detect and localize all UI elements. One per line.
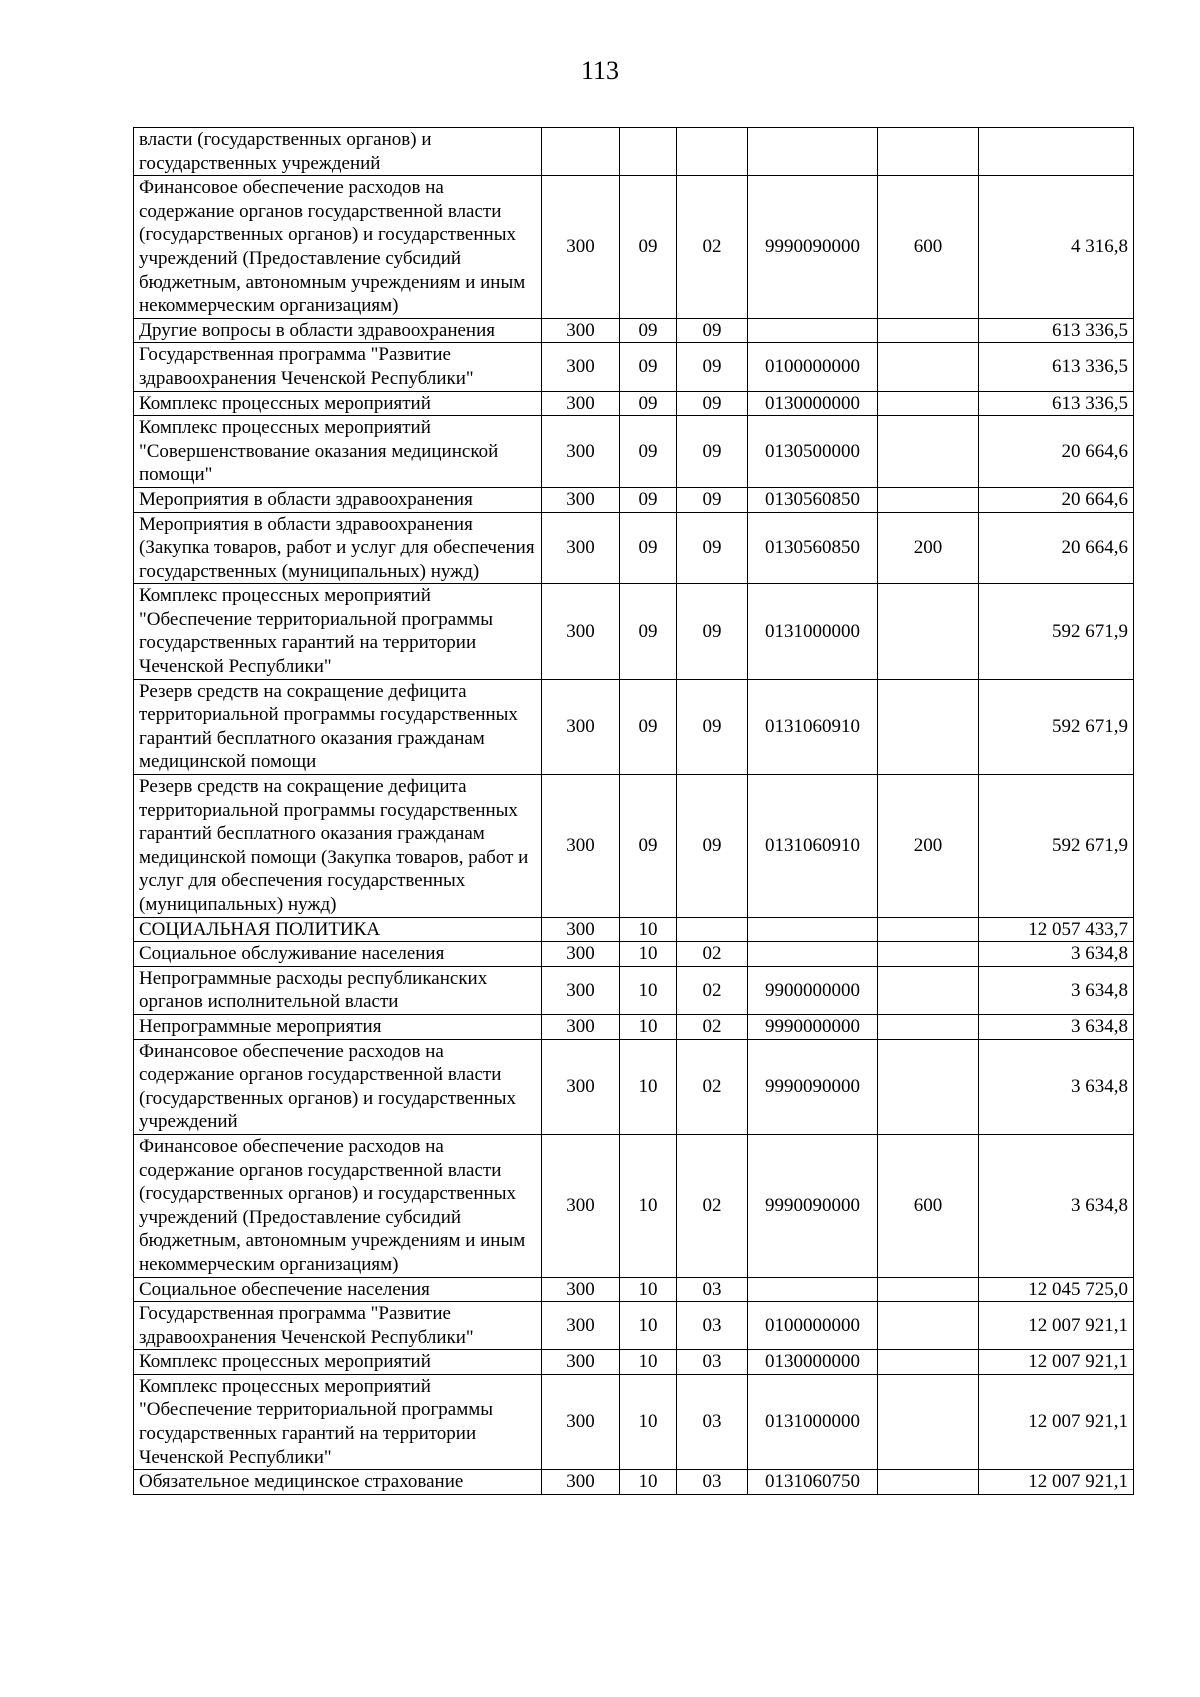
- page-number: 113: [580, 56, 620, 85]
- row-section-code: 09: [620, 391, 677, 416]
- row-ministry-code: 300: [542, 487, 620, 512]
- row-expense-type-code: [878, 416, 979, 488]
- row-amount: 12 007 921,1: [979, 1302, 1134, 1350]
- row-subsection-code: 02: [677, 1014, 748, 1039]
- row-amount: 3 634,8: [979, 1014, 1134, 1039]
- table-row: [134, 1470, 1134, 1495]
- table-row: [134, 1039, 1134, 1134]
- row-section-code: 09: [620, 679, 677, 774]
- row-expense-type-code: [878, 1014, 979, 1039]
- row-section-code: 09: [620, 775, 677, 918]
- row-ministry-code: 300: [542, 917, 620, 942]
- row-section-code: 09: [620, 512, 677, 584]
- row-name: власти (государственных органов) и государственных учреждений: [134, 128, 542, 176]
- row-target-code: 0131060750: [748, 1470, 878, 1495]
- row-expense-type-code: [878, 1039, 979, 1134]
- row-section-code: 10: [620, 1302, 677, 1350]
- row-ministry-code: 300: [542, 512, 620, 584]
- row-amount: 613 336,5: [979, 343, 1134, 391]
- row-target-code: 9990090000: [748, 176, 878, 319]
- row-name: Финансовое обеспечение расходов на содержание органов государственной власти (государственных органов) и государственных учреждений (Предоставление субсидий бюджетным, автономным учреждениям и иным некоммерческим организациям): [134, 176, 542, 319]
- row-ministry-code: 300: [542, 416, 620, 488]
- row-ministry-code: 300: [542, 942, 620, 967]
- row-target-code: 9990090000: [748, 1134, 878, 1277]
- row-amount: 3 634,8: [979, 966, 1134, 1014]
- row-expense-type-code: [878, 1350, 979, 1375]
- row-target-code: 0131060910: [748, 775, 878, 918]
- table-row: [134, 917, 1134, 942]
- table-row: [134, 679, 1134, 774]
- row-amount: 592 671,9: [979, 775, 1134, 918]
- table-row: [134, 1374, 1134, 1469]
- row-expense-type-code: [878, 584, 979, 679]
- row-name: Другие вопросы в области здравоохранения: [134, 318, 542, 343]
- row-target-code: 9990090000: [748, 1039, 878, 1134]
- row-name: Комплекс процессных мероприятий "Совершенствование оказания медицинской помощи": [134, 416, 542, 488]
- row-ministry-code: 300: [542, 318, 620, 343]
- table-row: [134, 176, 1134, 319]
- row-ministry-code: 300: [542, 1014, 620, 1039]
- row-expense-type-code: [878, 679, 979, 774]
- row-target-code: 0100000000: [748, 343, 878, 391]
- table-row: [134, 318, 1134, 343]
- row-section-code: 10: [620, 1277, 677, 1302]
- row-ministry-code: 300: [542, 679, 620, 774]
- row-expense-type-code: 200: [878, 512, 979, 584]
- row-name: Финансовое обеспечение расходов на содержание органов государственной власти (государственных органов) и государственных учреждений (Предоставление субсидий бюджетным, автономным учреждениям и иным некоммерческим организациям): [134, 1134, 542, 1277]
- row-amount: 12 007 921,1: [979, 1350, 1134, 1375]
- row-amount: 12 007 921,1: [979, 1470, 1134, 1495]
- row-section-code: 09: [620, 318, 677, 343]
- row-section-code: 10: [620, 1014, 677, 1039]
- row-name: Обязательное медицинское страхование: [134, 1470, 542, 1495]
- row-ministry-code: 300: [542, 584, 620, 679]
- row-name: Комплекс процессных мероприятий: [134, 1350, 542, 1375]
- row-name: Мероприятия в области здравоохранения: [134, 487, 542, 512]
- row-name: СОЦИАЛЬНАЯ ПОЛИТИКА: [134, 917, 542, 942]
- row-section-code: 10: [620, 1134, 677, 1277]
- table-row: [134, 512, 1134, 584]
- row-target-code: [748, 318, 878, 343]
- row-subsection-code: 03: [677, 1302, 748, 1350]
- row-section-code: 10: [620, 1039, 677, 1134]
- row-target-code: 0100000000: [748, 1302, 878, 1350]
- table-row: [134, 1134, 1134, 1277]
- row-ministry-code: 300: [542, 176, 620, 319]
- row-ministry-code: 300: [542, 775, 620, 918]
- row-subsection-code: 09: [677, 679, 748, 774]
- row-subsection-code: 09: [677, 584, 748, 679]
- row-amount: 20 664,6: [979, 512, 1134, 584]
- row-subsection-code: 09: [677, 416, 748, 488]
- row-section-code: [620, 128, 677, 176]
- table-row: [134, 1350, 1134, 1375]
- row-subsection-code: 03: [677, 1374, 748, 1469]
- row-amount: 613 336,5: [979, 318, 1134, 343]
- row-target-code: [748, 1277, 878, 1302]
- row-subsection-code: [677, 917, 748, 942]
- row-ministry-code: 300: [542, 1039, 620, 1134]
- row-expense-type-code: [878, 1374, 979, 1469]
- row-target-code: 0130000000: [748, 1350, 878, 1375]
- row-section-code: 10: [620, 966, 677, 1014]
- row-amount: 592 671,9: [979, 679, 1134, 774]
- row-subsection-code: 02: [677, 966, 748, 1014]
- table-row: [134, 487, 1134, 512]
- row-ministry-code: 300: [542, 391, 620, 416]
- row-target-code: 0131060910: [748, 679, 878, 774]
- row-subsection-code: 09: [677, 512, 748, 584]
- row-ministry-code: 300: [542, 343, 620, 391]
- row-name: Непрограммные мероприятия: [134, 1014, 542, 1039]
- table-row: [134, 775, 1134, 918]
- table-row: [134, 584, 1134, 679]
- row-expense-type-code: [878, 1470, 979, 1495]
- row-expense-type-code: 600: [878, 176, 979, 319]
- table-body: [134, 128, 1134, 1495]
- row-section-code: 10: [620, 917, 677, 942]
- table-row: [134, 966, 1134, 1014]
- row-section-code: 10: [620, 1350, 677, 1375]
- row-name: Комплекс процессных мероприятий "Обеспечение территориальной программы государственных гарантий на территории Чеченской Республики": [134, 1374, 542, 1469]
- row-target-code: 0131000000: [748, 1374, 878, 1469]
- row-expense-type-code: 200: [878, 775, 979, 918]
- row-ministry-code: 300: [542, 1350, 620, 1375]
- row-subsection-code: 02: [677, 176, 748, 319]
- row-ministry-code: 300: [542, 1470, 620, 1495]
- row-amount: 3 634,8: [979, 1039, 1134, 1134]
- row-name: Комплекс процессных мероприятий: [134, 391, 542, 416]
- row-expense-type-code: [878, 391, 979, 416]
- row-target-code: 0130560850: [748, 487, 878, 512]
- row-name: Резерв средств на сокращение дефицита территориальной программы государственных гарантий бесплатного оказания гражданам медицинской помощи: [134, 679, 542, 774]
- budget-table: [133, 127, 1134, 1495]
- row-subsection-code: 09: [677, 391, 748, 416]
- row-name: Финансовое обеспечение расходов на содержание органов государственной власти (государственных органов) и государственных учреждений: [134, 1039, 542, 1134]
- row-subsection-code: 09: [677, 775, 748, 918]
- row-target-code: 0130560850: [748, 512, 878, 584]
- row-target-code: [748, 917, 878, 942]
- row-section-code: 09: [620, 343, 677, 391]
- row-name: Социальное обслуживание населения: [134, 942, 542, 967]
- row-subsection-code: 03: [677, 1350, 748, 1375]
- row-section-code: 09: [620, 176, 677, 319]
- row-amount: 12 007 921,1: [979, 1374, 1134, 1469]
- row-section-code: 10: [620, 942, 677, 967]
- row-subsection-code: [677, 128, 748, 176]
- row-amount: 12 045 725,0: [979, 1277, 1134, 1302]
- row-amount: 613 336,5: [979, 391, 1134, 416]
- row-amount: 4 316,8: [979, 176, 1134, 319]
- row-subsection-code: 03: [677, 1277, 748, 1302]
- row-section-code: 09: [620, 416, 677, 488]
- row-expense-type-code: [878, 942, 979, 967]
- row-subsection-code: 09: [677, 318, 748, 343]
- table-row: [134, 343, 1134, 391]
- row-ministry-code: 300: [542, 1277, 620, 1302]
- table-row: [134, 391, 1134, 416]
- row-expense-type-code: 600: [878, 1134, 979, 1277]
- row-section-code: 10: [620, 1470, 677, 1495]
- row-expense-type-code: [878, 966, 979, 1014]
- row-subsection-code: 02: [677, 1134, 748, 1277]
- table-row: [134, 128, 1134, 176]
- row-amount: [979, 128, 1134, 176]
- row-target-code: [748, 942, 878, 967]
- row-expense-type-code: [878, 487, 979, 512]
- row-expense-type-code: [878, 917, 979, 942]
- row-name: Резерв средств на сокращение дефицита территориальной программы государственных гарантий бесплатного оказания гражданам медицинской помощи (Закупка товаров, работ и услуг для обеспечения государственных (муниципальных) нужд): [134, 775, 542, 918]
- row-name: Непрограммные расходы республиканских органов исполнительной власти: [134, 966, 542, 1014]
- table-row: [134, 1302, 1134, 1350]
- row-subsection-code: 02: [677, 1039, 748, 1134]
- row-expense-type-code: [878, 128, 979, 176]
- row-target-code: 0130500000: [748, 416, 878, 488]
- row-amount: 20 664,6: [979, 487, 1134, 512]
- table-row: [134, 1277, 1134, 1302]
- table-row: [134, 416, 1134, 488]
- row-subsection-code: 09: [677, 343, 748, 391]
- row-target-code: 9900000000: [748, 966, 878, 1014]
- row-subsection-code: 02: [677, 942, 748, 967]
- row-expense-type-code: [878, 1277, 979, 1302]
- row-target-code: 0130000000: [748, 391, 878, 416]
- row-name: Мероприятия в области здравоохранения (Закупка товаров, работ и услуг для обеспечения государственных (муниципальных) нужд): [134, 512, 542, 584]
- row-ministry-code: [542, 128, 620, 176]
- row-name: Государственная программа "Развитие здравоохранения Чеченской Республики": [134, 343, 542, 391]
- row-subsection-code: 03: [677, 1470, 748, 1495]
- row-amount: 3 634,8: [979, 942, 1134, 967]
- row-target-code: 0131000000: [748, 584, 878, 679]
- row-ministry-code: 300: [542, 1302, 620, 1350]
- row-expense-type-code: [878, 318, 979, 343]
- row-section-code: 10: [620, 1374, 677, 1469]
- row-amount: 20 664,6: [979, 416, 1134, 488]
- row-amount: 3 634,8: [979, 1134, 1134, 1277]
- row-ministry-code: 300: [542, 1374, 620, 1469]
- row-subsection-code: 09: [677, 487, 748, 512]
- row-section-code: 09: [620, 487, 677, 512]
- row-name: Комплекс процессных мероприятий "Обеспечение территориальной программы государственных гарантий на территории Чеченской Республики": [134, 584, 542, 679]
- table-row: [134, 942, 1134, 967]
- row-amount: 12 057 433,7: [979, 917, 1134, 942]
- row-ministry-code: 300: [542, 966, 620, 1014]
- row-name: Социальное обеспечение населения: [134, 1277, 542, 1302]
- row-name: Государственная программа "Развитие здравоохранения Чеченской Республики": [134, 1302, 542, 1350]
- row-expense-type-code: [878, 1302, 979, 1350]
- row-expense-type-code: [878, 343, 979, 391]
- row-target-code: 9990000000: [748, 1014, 878, 1039]
- row-amount: 592 671,9: [979, 584, 1134, 679]
- row-target-code: [748, 128, 878, 176]
- row-section-code: 09: [620, 584, 677, 679]
- row-ministry-code: 300: [542, 1134, 620, 1277]
- table-row: [134, 1014, 1134, 1039]
